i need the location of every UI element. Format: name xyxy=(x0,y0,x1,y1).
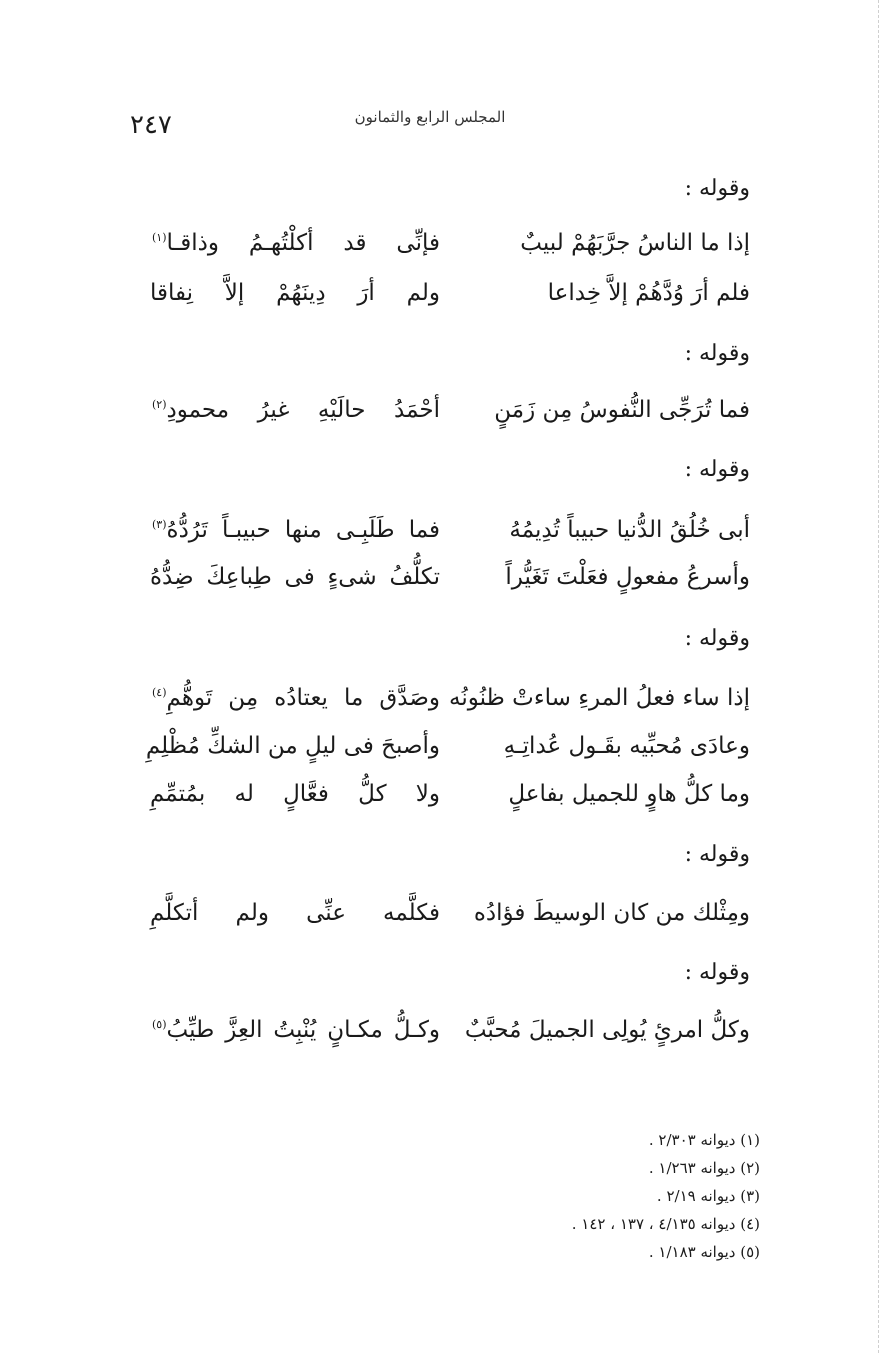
verse-line xyxy=(145,733,750,773)
second-hemistich-text: وصَدَّق ما يعتادُه مِن تَوهُّمِ xyxy=(166,685,440,711)
footnote: (٢) ديوانه ١/٢٦٣ . xyxy=(648,1159,760,1177)
footnote-marker: (٢) xyxy=(152,398,167,412)
second-hemistich xyxy=(150,1017,440,1043)
footnote-marker: (٥) xyxy=(152,1018,167,1032)
second-hemistich xyxy=(150,685,440,711)
second-hemistich: فكلَّمه عنِّى ولم أتكلَّمِ xyxy=(150,900,440,926)
second-hemistich xyxy=(150,397,440,423)
footnote-marker: (٤) xyxy=(152,686,167,700)
first-hemistich: إذا ما الناسُ جرَّبَهُمْ لبيبٌ xyxy=(520,230,750,256)
second-hemistich: تكلُّفُ شىءٍ فى طِباعِكَ ضِدُّهُ xyxy=(150,564,440,590)
footnote: (١) ديوانه ٢/٣٠٣ . xyxy=(648,1131,760,1149)
verse-intro: وقوله : xyxy=(684,176,750,201)
second-hemistich xyxy=(150,517,440,543)
second-hemistich-text: فإنِّى قد أكلْتُهـمُ وذاقـا xyxy=(166,230,440,256)
second-hemistich: ولم أرَ دِينَهُمْ إلاَّ نِفاقا xyxy=(150,280,440,306)
verse-line xyxy=(150,517,750,557)
footnote: (٤) ديوانه ٤/١٣٥ ، ١٣٧ ، ١٤٢ . xyxy=(571,1215,760,1233)
first-hemistich: إذا ساء فعلُ المرءِ ساءتْ ظنُونُه xyxy=(449,685,750,711)
first-hemistich: فلم أرَ وُدَّهُمْ إلاَّ خِداعا xyxy=(547,280,750,306)
footnote-marker: (١) xyxy=(152,231,167,245)
footnotes xyxy=(440,1126,760,1266)
first-hemistich: أبى خُلُقُ الدُّنيا حبيباً تُدِيمُهُ xyxy=(509,517,750,543)
first-hemistich: وأسرعُ مفعولٍ فعَلْتَ تَغَيُّراً xyxy=(505,564,750,590)
first-hemistich: وعادَى مُحبِّيه بقَـول عُداتِـهِ xyxy=(503,733,750,759)
verse-line xyxy=(150,1017,750,1057)
verse-line xyxy=(150,230,750,270)
first-hemistich: وما كلُّ هاوٍ للجميل بفاعلٍ xyxy=(508,781,750,807)
verse-intro: وقوله : xyxy=(684,626,750,651)
second-hemistich-text: وكـلُّ مكـانٍ يُنْبِتُ العِزَّ طيِّبُ xyxy=(166,1017,440,1043)
second-hemistich-text: أحْمَدُ حالَيْهِ غيرُ محمودِ xyxy=(166,397,440,423)
second-hemistich: وأصبحَ فى ليلٍ من الشكِّ مُظْلِمِ xyxy=(145,733,440,759)
verse-intro: وقوله : xyxy=(684,341,750,366)
second-hemistich: ولا كلُّ فعَّالٍ له بمُتمِّمِ xyxy=(150,781,440,807)
page-number: ٢٤٧ xyxy=(130,110,172,140)
verse-intro: وقوله : xyxy=(684,842,750,867)
verse-line xyxy=(150,781,750,821)
second-hemistich-text: فما طَلَبِـى منها حبيبـاً تَرُدُّهُ xyxy=(166,517,440,543)
first-hemistich: ومِثْلك من كان الوسيطَ فؤادُه xyxy=(473,900,750,926)
first-hemistich: فما تُرَجِّى النُّفوسُ مِن زَمَنٍ xyxy=(494,397,750,423)
verse-intro: وقوله : xyxy=(684,457,750,482)
running-title: المجلس الرابع والثمانون xyxy=(354,108,506,126)
verse-intro: وقوله : xyxy=(684,960,750,985)
verse-line xyxy=(150,280,750,320)
footnote: (٥) ديوانه ١/١٨٣ . xyxy=(648,1243,760,1261)
footnote: (٣) ديوانه ٢/١٩ . xyxy=(656,1187,760,1205)
verse-line xyxy=(150,564,750,604)
page-edge-line xyxy=(878,0,879,1353)
verse-line xyxy=(150,900,750,940)
verse-line xyxy=(150,685,750,725)
verse-line xyxy=(150,397,750,437)
second-hemistich xyxy=(150,230,440,256)
footnote-marker: (٣) xyxy=(152,518,167,532)
first-hemistich: وكلُّ امرئٍ يُولِى الجميلَ مُحبَّبٌ xyxy=(464,1017,750,1043)
